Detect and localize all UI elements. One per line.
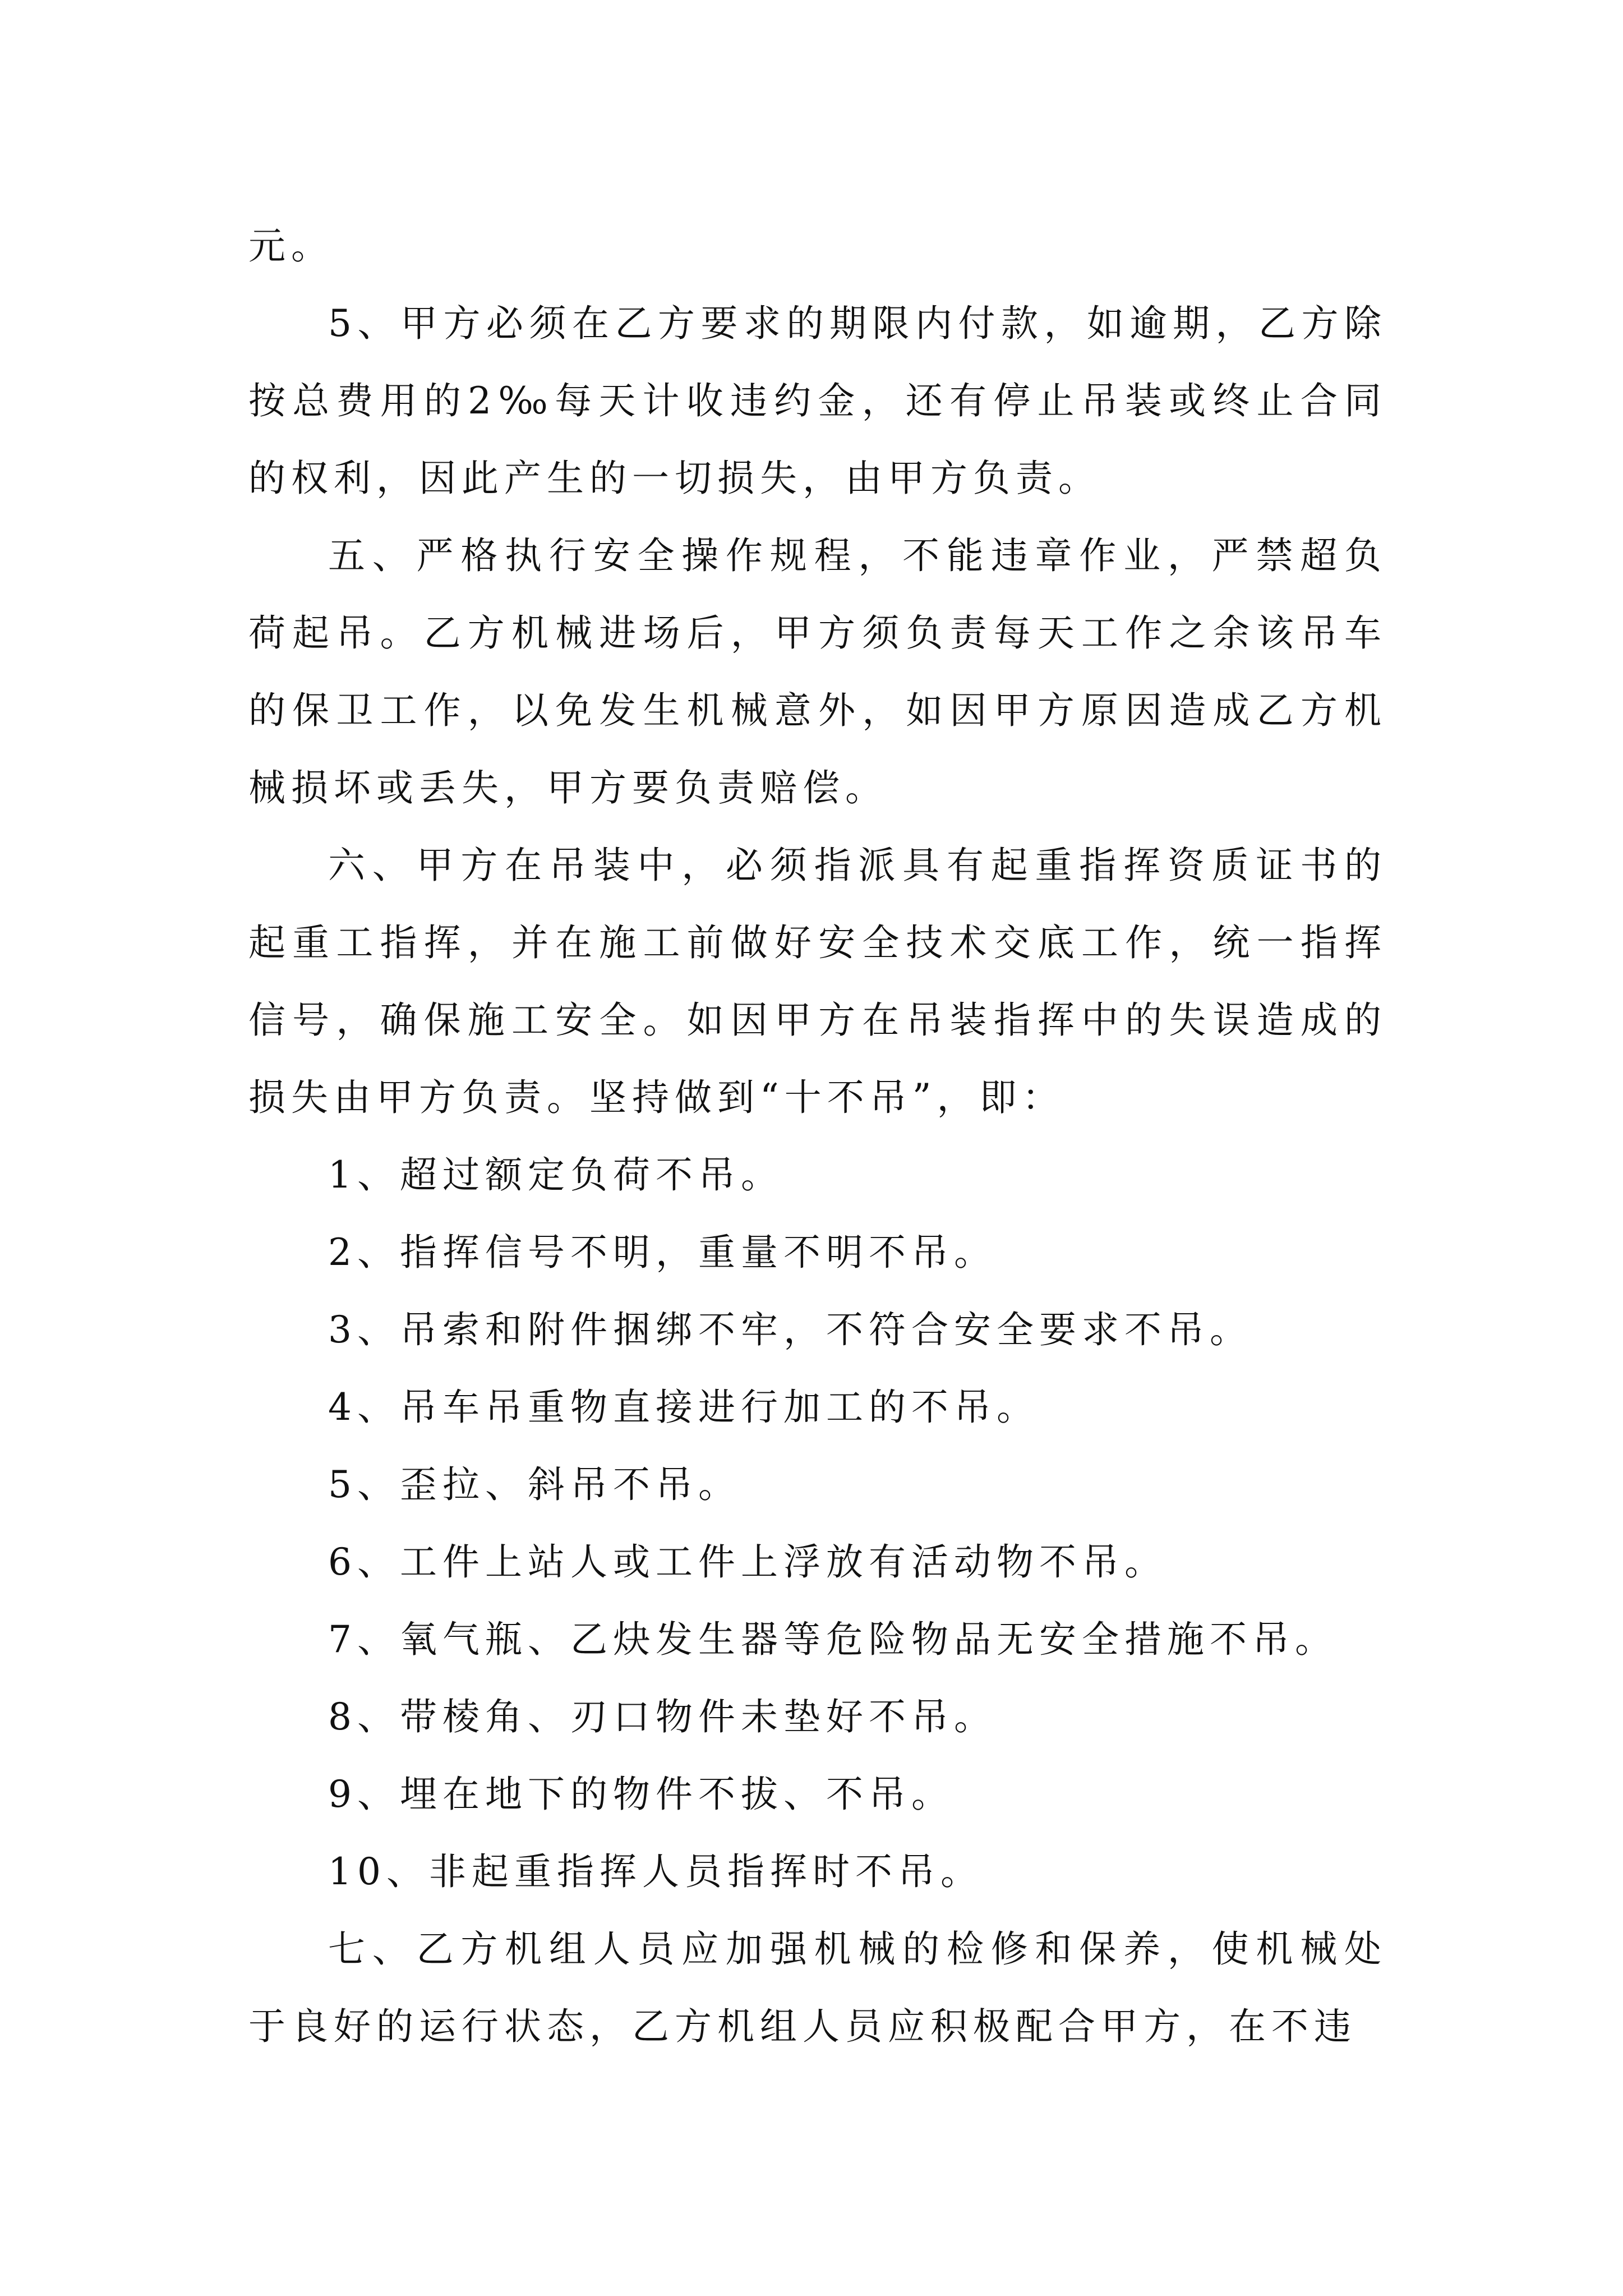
- list-item: 7、氧气瓶、乙炔发生器等危险物品无安全措施不吊。: [328, 1618, 1338, 1661]
- list-item: 8、带棱角、刃口物件未垫好不吊。: [328, 1695, 997, 1738]
- paragraph-continuation: 元。: [248, 224, 334, 268]
- list-item: 1、超过额定负荷不吊。: [328, 1153, 783, 1197]
- list-item: 10、非起重指挥人员指挥时不吊。: [328, 1850, 983, 1893]
- paragraph-section-6: 六、甲方在吊装中，必须指派具有起重指挥资质证书的起重工指挥，并在施工前做好安全技术交底工作，统一指挥信号，确保施工安全。如因甲方在吊装指挥中的失误造成的损失由甲方负责。坚持做到“十不吊”，即：: [248, 844, 1387, 1119]
- paragraph-section-5: 五、严格执行安全操作规程，不能违章作业，严禁超负荷起吊。乙方机械进场后，甲方须负责每天工作之余该吊车的保卫工作，以免发生机械意外，如因甲方原因造成乙方机械损坏或丢失，甲方要负责赔偿。: [248, 534, 1387, 809]
- list-item: 5、歪拉、斜吊不吊。: [328, 1463, 741, 1506]
- list-item: 3、吊索和附件捆绑不牢，不符合安全要求不吊。: [328, 1308, 1252, 1351]
- paragraph-clause-5: 5、甲方必须在乙方要求的期限内付款，如逾期，乙方除按总费用的2‰每天计收违约金，还有停止吊装或终止合同的权利，因此产生的一切损失，由甲方负责。: [248, 302, 1387, 500]
- list-item: 6、工件上站人或工件上浮放有活动物不吊。: [328, 1540, 1167, 1584]
- paragraph-section-7: 七、乙方机组人员应加强机械的检修和保养，使机械处于良好的运行状态，乙方机组人员应积极配合甲方，在不违: [248, 1927, 1387, 2048]
- list-item: 2、指挥信号不明，重量不明不吊。: [328, 1231, 997, 1274]
- list-item: 4、吊车吊重物直接进行加工的不吊。: [328, 1386, 1039, 1429]
- list-item: 9、埋在地下的物件不拔、不吊。: [328, 1773, 954, 1816]
- contract-text: [248, 208, 1387, 2065]
